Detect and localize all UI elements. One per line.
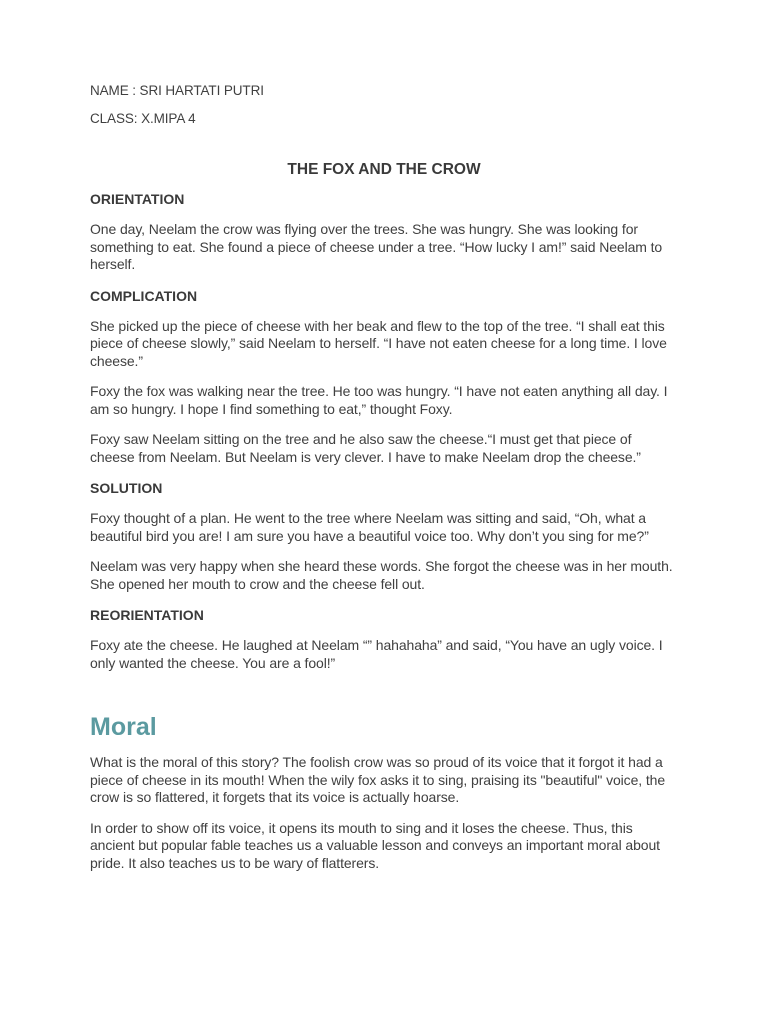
- section-orientation: [90, 190, 678, 274]
- solution-paragraph: Foxy thought of a plan. He went to the tree where Neelam was sitting and said, “Oh, what a beautiful bird you are! I am sure you have a beautiful voice too. Why don’t you sing for me?”: [90, 510, 649, 544]
- complication-paragraph: Foxy the fox was walking near the tree. He too was hungry. “I have not eaten anything all day. I am so hungry. I hope I find something to eat,” thought Foxy.: [90, 383, 668, 417]
- student-name: NAME : SRI HARTATI PUTRI: [90, 83, 264, 98]
- complication-heading: COMPLICATION: [90, 287, 198, 304]
- orientation-paragraph: One day, Neelam the crow was flying over the trees. She was hungry. She was looking for something to eat. She found a piece of cheese under a tree. “How lucky I am!” said Neelam to herself.: [90, 221, 663, 272]
- moral-heading: Moral: [90, 713, 157, 741]
- solution-paragraph: Neelam was very happy when she heard these words. She forgot the cheese was in her mouth. She opened her mouth to crow and the cheese fell out.: [90, 558, 673, 592]
- moral-paragraph: What is the moral of this story? The foolish crow was so proud of its voice that it forgot it had a piece of cheese in its mouth! When the wily fox asks it to sing, praising its "beautiful" voice, the crow is so flattered, it forgets that its voice is actually hoarse.: [90, 754, 666, 805]
- moral-paragraph: In order to show off its voice, it opens its mouth to sing and it loses the cheese. Thus, this ancient but popular fable teaches us a valuable lesson and conveys an important moral about pride. It also teaches us to be wary of flatterers.: [90, 819, 660, 871]
- section-reorientation: [90, 606, 678, 672]
- section-solution: [90, 479, 678, 593]
- complication-paragraph: Foxy saw Neelam sitting on the tree and he also saw the cheese.“I must get that piece of cheese from Neelam. But Neelam is very clever. I have to make Neelam drop the cheese.”: [90, 431, 641, 465]
- complication-paragraph: She picked up the piece of cheese with her beak and flew to the top of the tree. “I shall eat this piece of cheese slowly,” said Neelam to herself. “I have not eaten cheese for a long time. I love cheese.”: [90, 317, 667, 369]
- reorientation-paragraph: Foxy ate the cheese. He laughed at Neelam “” hahahaha” and said, “You have an ugly voice. I only wanted the cheese. You are a fool!”: [90, 637, 663, 671]
- story-title: THE FOX AND THE CROW: [287, 161, 481, 178]
- section-moral: [90, 712, 678, 872]
- student-class: CLASS: X.MIPA 4: [90, 111, 196, 126]
- solution-heading: SOLUTION: [90, 480, 163, 496]
- section-complication: [90, 287, 678, 467]
- reorientation-heading: REORIENTATION: [90, 607, 204, 623]
- orientation-heading: ORIENTATION: [90, 191, 185, 207]
